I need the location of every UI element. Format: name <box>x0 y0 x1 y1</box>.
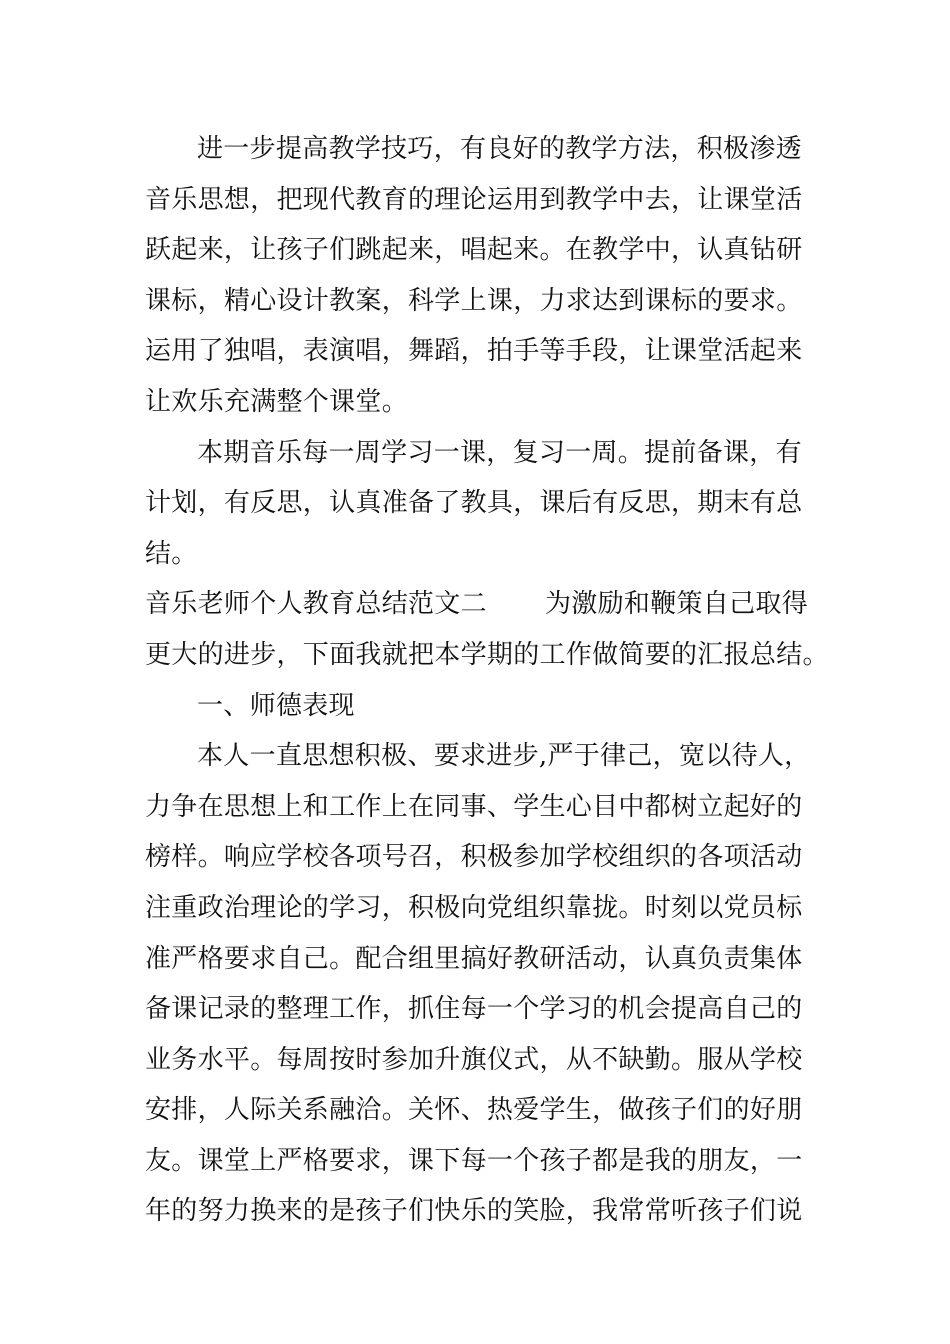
text-line: 本期音乐每一周学习一课，复习一周。提前备课，有 <box>197 437 802 468</box>
text-line: 音乐思想，把现代教育的理论运用到教学中去，让课堂活 <box>145 184 803 215</box>
section-title: 音乐老师个人教育总结范文二 <box>145 589 487 620</box>
paragraph-lesson-planning <box>145 428 807 580</box>
text-line: 计划，有反思，认真准备了教具，课后有反思，期末有总 <box>145 488 803 519</box>
text-line: 备课记录的整理工作，抓住每一个学习的机会提高自己的 <box>145 994 803 1025</box>
text-line: 本人一直思想积极、要求进步,严于律己，宽以待人， <box>197 741 811 772</box>
text-line: 让欢乐充满整个课堂。 <box>145 386 409 417</box>
text-line: 准严格要求自己。配合组里搞好教研活动，认真负责集体 <box>145 943 803 974</box>
paragraph-ethics-body <box>145 731 811 1237</box>
text-fragment: 为激励和鞭策自己取得 <box>545 589 809 620</box>
text-line: 友。课堂上严格要求，课下每一个孩子都是我的朋友，一 <box>145 1145 803 1176</box>
text-line: 榜样。响应学校各项号召，积极参加学校组织的各项活动 <box>145 842 803 873</box>
text-line: 年的努力换来的是孩子们快乐的笑脸，我常常听孩子们说 <box>145 1196 803 1227</box>
text-line: 力争在思想上和工作上在同事、学生心目中都树立起好的 <box>145 791 803 822</box>
paragraph-sample-two <box>145 579 829 680</box>
paragraph-teaching-methods <box>145 124 807 428</box>
subheading: 一、师德表现 <box>197 690 355 721</box>
text-line: 业务水平。每周按时参加升旗仪式，从不缺勤。服从学校 <box>145 1044 803 1075</box>
text-line: 运用了独唱，表演唱，舞蹈，拍手等手段，让课堂活起来 <box>145 336 803 367</box>
section-heading-ethics <box>145 681 807 732</box>
text-line: 进一步提高教学技巧，有良好的教学方法，积极渗透 <box>197 134 802 164</box>
heading-line <box>145 579 807 630</box>
text-line: 安排，人际关系融洽。关怀、热爱学生，做孩子们的好朋 <box>145 1095 803 1126</box>
text-line: 结。 <box>145 538 198 569</box>
document-page <box>145 124 829 1237</box>
text-line: 注重政治理论的学习，积极向党组织靠拢。时刻以党员标 <box>145 892 803 923</box>
text-line: 更大的进步，下面我就把本学期的工作做简要的汇报总结。 <box>145 639 829 670</box>
text-line: 跃起来，让孩子们跳起来，唱起来。在教学中，认真钻研 <box>145 235 803 266</box>
text-line: 课标，精心设计教案，科学上课，力求达到课标的要求。 <box>145 285 803 316</box>
